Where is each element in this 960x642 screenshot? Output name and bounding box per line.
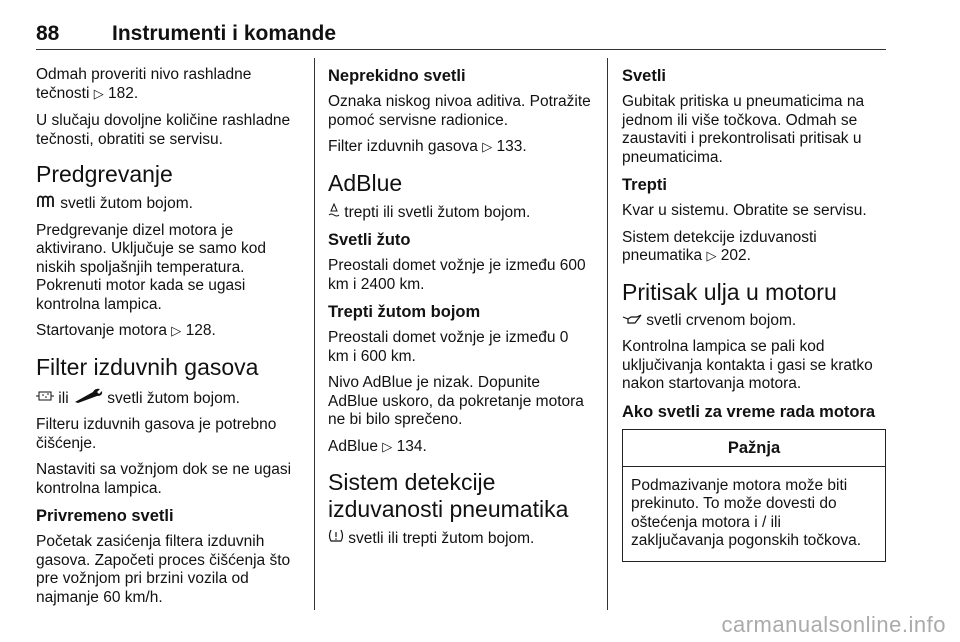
- text: trepti ili svetli žutom bojom.: [340, 203, 531, 221]
- page-reference: 202.: [716, 247, 751, 264]
- adblue-icon: [328, 203, 340, 223]
- text: svetli ili trepti žutom bojom.: [344, 530, 535, 547]
- reference-arrow-icon: ▷: [382, 439, 393, 455]
- reference-arrow-icon: ▷: [171, 324, 182, 339]
- paragraph: Preostali domet vožnje je između 600 km i 2400 km.: [328, 257, 586, 293]
- paragraph: [36, 322, 301, 342]
- page-number: 88: [36, 22, 60, 45]
- column-2: [328, 66, 593, 557]
- paragraph: Filteru izduvnih gasova je potrebno čišćenje.: [36, 416, 277, 452]
- subheading: Trepti žutom bojom: [328, 303, 481, 321]
- text: ili: [54, 389, 73, 407]
- text: svetli crvenom bojom.: [642, 311, 797, 329]
- paragraph: [36, 194, 301, 214]
- paragraph: Početak zasićenja filtera izduvnih gasova. Započeti proces čišćenja što pre vožnjom pri brzini vozila od najmanje 60 km/h.: [36, 533, 291, 606]
- oil-can-icon: [622, 312, 642, 331]
- paragraph: Oznaka niskog nivoa aditiva. Potražite pomoć servisne radionice.: [328, 93, 591, 129]
- paragraph: [328, 529, 593, 549]
- text: Filter izduvnih gasova: [328, 138, 478, 155]
- subheading: Neprekidno svetli: [328, 67, 466, 85]
- page-header: [36, 22, 886, 48]
- paragraph: Gubitak pritiska u pneumaticima na jednom ili više točkova. Odmah se zaustaviti i prekontrolisati pritisak u pneumaticima.: [622, 93, 865, 166]
- section-heading: Sistem detekcije izduvanosti pneumatika: [328, 469, 569, 522]
- text: Startovanje motora: [36, 322, 167, 339]
- reference-arrow-icon: ▷: [706, 249, 717, 264]
- paragraph: [328, 438, 593, 458]
- paragraph: [622, 229, 887, 267]
- page-reference: 182.: [103, 84, 139, 102]
- subheading: Svetli žuto: [328, 231, 411, 249]
- subheading: Privremeno svetli: [36, 507, 174, 525]
- paragraph: Nastaviti sa vožnjom dok se ne ugasi kontrolna lampica.: [36, 461, 292, 497]
- caution-title: Pažnja: [623, 430, 885, 467]
- subheading: Trepti: [622, 176, 667, 194]
- paragraph: U slučaju dovoljne količine rashladne tečnosti, obratiti se servisu.: [36, 112, 291, 148]
- section-heading: Filter izduvnih gasova: [36, 353, 259, 380]
- paragraph: Kontrolna lampica se pali kod uključivanja kontakta i gasi se kratko nakon startovanja motora.: [622, 338, 873, 392]
- subheading: Svetli: [622, 67, 667, 85]
- page-reference: 134.: [392, 437, 427, 455]
- subheading: Ako svetli za vreme rada motora: [622, 402, 876, 421]
- reference-arrow-icon: ▷: [93, 86, 104, 102]
- column-1: [36, 66, 301, 615]
- column-divider: [314, 58, 315, 610]
- coil-icon: [36, 194, 56, 214]
- caution-box: [622, 429, 886, 562]
- paragraph: [36, 387, 301, 409]
- watermark: carmanualsonline.info: [721, 612, 946, 637]
- paragraph: Preostali domet vožnje je između 0 km i 600 km.: [328, 329, 569, 365]
- paragraph: [328, 138, 593, 158]
- column-divider: [607, 58, 608, 610]
- text: Odmah proveriti nivo rashladne tečnosti: [36, 66, 252, 102]
- header-rule: [36, 49, 886, 50]
- paragraph: Predgrevanje dizel motora je aktivirano. Uključuje se samo kod niskih spoljašnjih temperatura. Pokrenuti motor kada se ugasi kontrolna lampica.: [36, 221, 267, 313]
- paragraph: [328, 203, 593, 223]
- page-reference: 133.: [492, 138, 527, 155]
- caution-text: Podmazivanje motora može biti prekinuto. To može dovesti do oštećenja motora i / ili zaključavanja pogonskih točkova.: [631, 476, 862, 549]
- paragraph: [36, 66, 301, 104]
- section-heading: Predgrevanje: [36, 161, 173, 187]
- section-heading: Pritisak ulja u motoru: [622, 278, 837, 305]
- text: Sistem detekcije izduvanosti pneumatika: [622, 228, 817, 264]
- column-3: [622, 66, 887, 562]
- paragraph: Kvar u sistemu. Obratite se servisu.: [622, 202, 867, 219]
- section-heading: AdBlue: [328, 169, 403, 196]
- paragraph: [622, 312, 887, 331]
- text: svetli žutom bojom.: [56, 195, 193, 212]
- tire-pressure-icon: [328, 529, 344, 549]
- page-reference: 128.: [181, 322, 216, 339]
- page-title: Instrumenti i komande: [112, 22, 337, 45]
- wrench-icon: [73, 387, 103, 409]
- reference-arrow-icon: ▷: [482, 140, 493, 155]
- paragraph: Nivo AdBlue je nizak. Dopunite AdBlue uskoro, da pokretanje motora ne bi bilo sprečeno.: [328, 374, 584, 428]
- text: AdBlue: [328, 437, 378, 455]
- text: svetli žutom bojom.: [102, 389, 240, 407]
- particulate-filter-icon: [36, 389, 54, 409]
